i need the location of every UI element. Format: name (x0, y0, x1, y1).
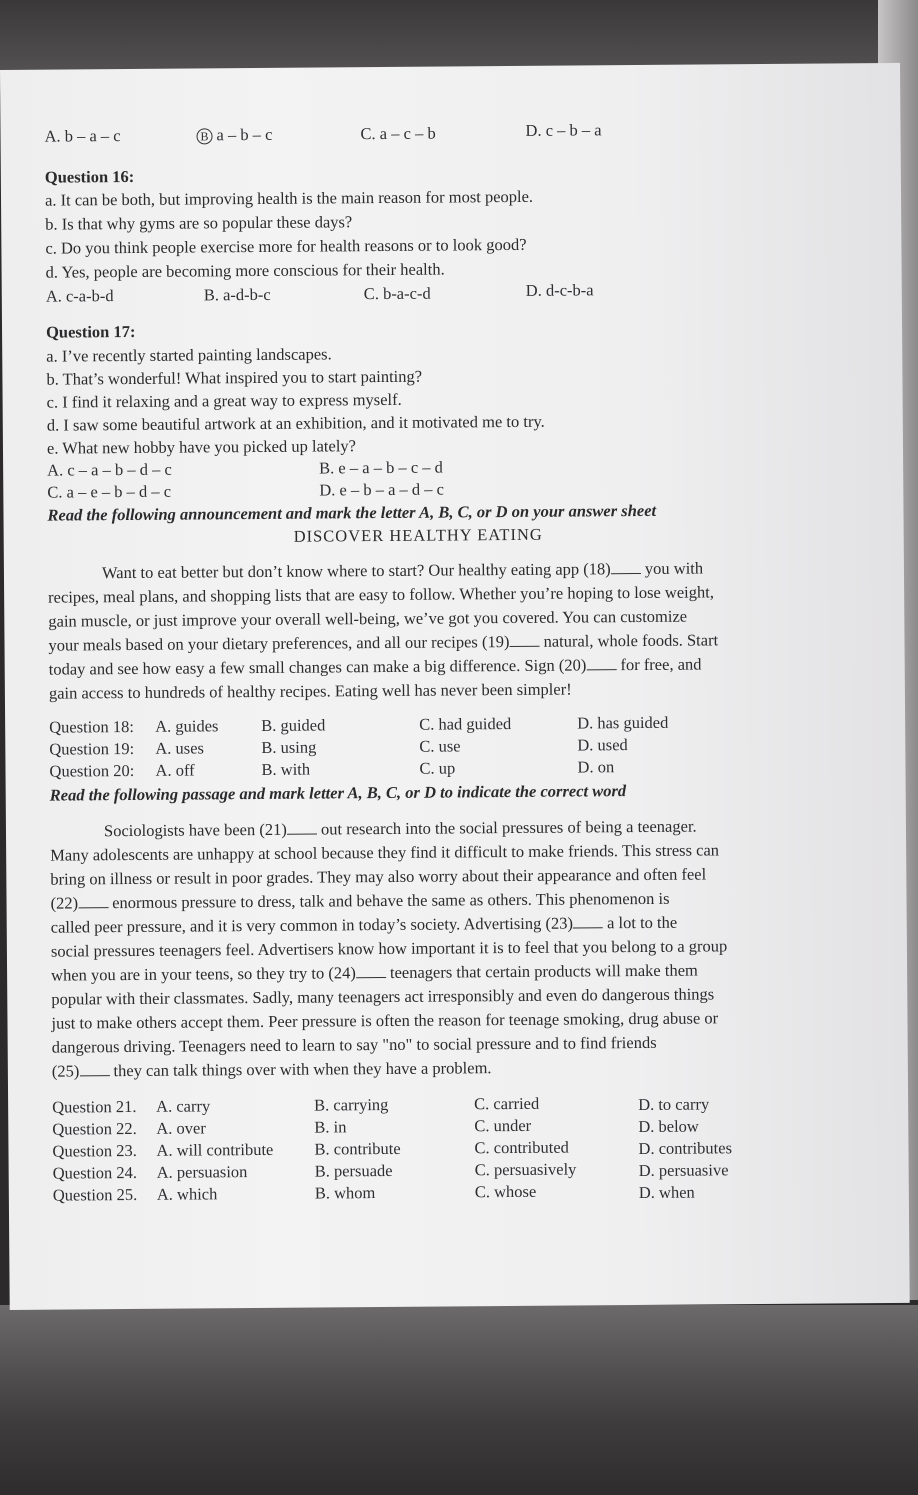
q16-line-b: b. Is that why gyms are so popular these days? (45, 212, 353, 234)
q22-option-c: C. under (474, 1115, 532, 1136)
passage2-line9: just to make others accept them. Peer pressure is often the reason for teenage smoking, drug abuse or (51, 1008, 719, 1033)
passage2-line4-end: enormous pressure to dress, talk and behave the same as others. This phenomenon is (107, 888, 670, 913)
q24-option-a: A. persuasion (156, 1162, 248, 1182)
q18-option-a: A. guides (155, 716, 219, 736)
blank-25 (79, 1061, 109, 1076)
q19-label: Question 19: (49, 738, 135, 759)
passage1-line2: recipes, meal plans, and shopping lists that are easy to follow. Whether you’re hoping to lose weight, (48, 582, 715, 607)
passage2-line1-text: Sociologists have been (21) (103, 819, 287, 841)
passage1-line3: gain muscle, or just improve your overall well-being, we’ve got you covered. You can customize (48, 606, 688, 631)
passage1-line1-end: you with (640, 558, 704, 578)
passage1-line4-end: natural, whole foods. Start (539, 630, 719, 651)
passage2-line4 (50, 889, 669, 914)
blank-24 (356, 963, 386, 978)
passage2-line1-end: out research into the social pressures of being a teenager. (316, 816, 697, 839)
passage2-line10: dangerous driving. Teenagers need to learn to say "no" to social pressure and to find friends (51, 1032, 657, 1057)
passage1-line1 (102, 558, 703, 583)
passage2-line4-text: (22) (50, 893, 79, 913)
q17-title: Question 17: (45, 321, 136, 342)
q22-option-b: B. in (314, 1117, 347, 1137)
background-bottom (0, 1305, 918, 1495)
q20-label: Question 20: (49, 760, 135, 781)
q23-option-b: B. contribute (314, 1138, 401, 1159)
q22-label: Question 22. (52, 1118, 137, 1139)
passage1-line5-end: for free, and (616, 654, 702, 675)
passage2-line7-text: when you are in your teens, so they try to (24) (51, 963, 356, 985)
passage2-line7 (51, 961, 698, 986)
instruction-announcement: Read the following announcement and mark the letter A, B, C, or D on your answer sheet (47, 500, 657, 525)
q17-option-d: D. e – b – a – d – c (319, 479, 445, 500)
passage1-line6: gain access to hundreds of healthy recipes. Eating well has never been simpler! (48, 679, 572, 703)
q25-option-b: B. whom (314, 1183, 376, 1203)
q16-option-d: D. d-c-b-a (525, 280, 594, 300)
q19-option-a: A. uses (155, 738, 204, 758)
instruction-passage: Read the following passage and mark letter A, B, C, or D to indicate the correct word (49, 781, 627, 805)
passage2-line2: Many adolescents are unhappy at school because they find it difficult to make friends. This stress can (50, 840, 720, 865)
q17-option-c: C. a – e – b – d – c (47, 481, 172, 502)
q24-label: Question 24. (52, 1162, 138, 1183)
blank-19 (509, 632, 539, 647)
q19-option-d: D. used (577, 735, 628, 755)
q15-option-a: A. b – a – c (44, 126, 121, 146)
circled-answer-b: B (196, 128, 212, 144)
passage1-line4 (48, 630, 718, 655)
q21-option-a: A. carry (156, 1096, 211, 1116)
q18-option-b: B. guided (261, 715, 326, 735)
worksheet-page (0, 63, 910, 1310)
blank-20 (586, 655, 616, 670)
blank-23 (573, 913, 603, 928)
blank-22 (78, 893, 108, 908)
q17-line-d: d. I saw some beautiful artwork at an exhibition, and it motivated me to try. (46, 411, 545, 435)
q24-option-c: C. persuasively (474, 1159, 577, 1180)
q25-option-d: D. when (638, 1182, 695, 1203)
q17-line-b: b. That’s wonderful! What inspired you to start painting? (46, 366, 423, 389)
q23-label: Question 23. (52, 1140, 137, 1161)
passage2-line11-end: they can talk things over with when they have a problem. (109, 1058, 492, 1081)
q16-line-c: c. Do you think people exercise more for health reasons or to look good? (45, 234, 527, 258)
passage2-line5-text: called peer pressure, and it is very common in today’s society. Advertising (23) (50, 913, 574, 937)
passage2-line11-text: (25) (51, 1061, 80, 1081)
blank-21 (287, 820, 317, 835)
q17-option-a: A. c – a – b – d – c (47, 459, 172, 480)
passage2-line3: bring on illness or result in poor grades. They may also worry about their appearance and often feel (50, 864, 707, 889)
q17-line-a: a. I’ve recently started painting landscapes. (46, 344, 332, 366)
passage1-line5-text: today and see how easy a few small changes can make a big difference. Sign (20) (48, 655, 587, 679)
q22-option-d: D. below (638, 1116, 699, 1137)
q25-label: Question 25. (52, 1184, 138, 1205)
passage2-line5-end: a lot to the (602, 912, 678, 933)
announcement-heading: DISCOVER HEALTHY EATING (293, 524, 543, 546)
q17-line-c: c. I find it relaxing and a great way to express myself. (46, 389, 402, 412)
q19-option-b: B. using (261, 737, 317, 757)
q16-title: Question 16: (44, 166, 135, 187)
q21-option-d: D. to carry (638, 1094, 710, 1115)
passage1-line1-text: Want to eat better but don’t know where to start? Our healthy eating app (18) (101, 559, 611, 583)
q18-option-d: D. has guided (577, 712, 669, 733)
q25-option-a: A. which (156, 1184, 218, 1204)
q17-option-b: B. e – a – b – c – d (319, 457, 443, 478)
q20-option-b: B. with (261, 759, 311, 779)
q18-label: Question 18: (49, 716, 135, 737)
passage2-line11 (52, 1058, 492, 1081)
q17-line-e: e. What new hobby have you picked up lately? (46, 436, 357, 458)
passage1-line4-text: your meals based on your dietary preferences, and all our recipes (19) (48, 632, 510, 655)
q15-option-b-text: a – b – c (216, 124, 273, 145)
q19-option-c: C. use (419, 736, 461, 756)
q20-option-a: A. off (155, 760, 195, 780)
q22-option-a: A. over (156, 1118, 206, 1138)
passage2-line5 (51, 913, 678, 938)
q16-option-a: A. c-a-b-d (45, 286, 114, 306)
q15-option-b (196, 125, 272, 146)
q15-option-d: D. c – b – a (525, 120, 602, 140)
q16-option-c: C. b-a-c-d (363, 283, 431, 304)
passage2-line6: social pressures teenagers feel. Advertisers know how important it is to feel that you belong to a group (50, 936, 728, 961)
passage2-line1 (104, 817, 697, 842)
q24-option-b: B. persuade (314, 1160, 393, 1181)
q21-option-b: B. carrying (314, 1094, 389, 1115)
passage1-line5 (49, 655, 702, 680)
q21-label: Question 21. (52, 1096, 137, 1117)
passage2-line7-end: teenagers that certain products will make them (385, 960, 698, 982)
q20-option-d: D. on (577, 757, 615, 777)
q25-option-c: C. whose (474, 1181, 537, 1202)
q20-option-c: C. up (419, 758, 456, 778)
q23-option-a: A. will contribute (156, 1139, 274, 1160)
q15-option-c: C. a – c – b (360, 123, 436, 144)
blank-18 (611, 559, 641, 574)
q16-line-a: a. It can be both, but improving health is the main reason for most people. (44, 186, 534, 210)
q16-line-d: d. Yes, people are becoming more conscious for their health. (45, 259, 445, 282)
q23-option-c: C. contributed (474, 1137, 569, 1158)
q16-option-b: B. a-d-b-c (203, 284, 271, 305)
q18-option-c: C. had guided (419, 714, 512, 734)
q21-option-c: C. carried (474, 1093, 540, 1114)
q24-option-d: D. persuasive (638, 1160, 729, 1181)
passage2-line8: popular with their classmates. Sadly, many teenagers act irresponsibly and even do dangerous things (51, 984, 715, 1009)
q23-option-d: D. contributes (638, 1138, 733, 1159)
